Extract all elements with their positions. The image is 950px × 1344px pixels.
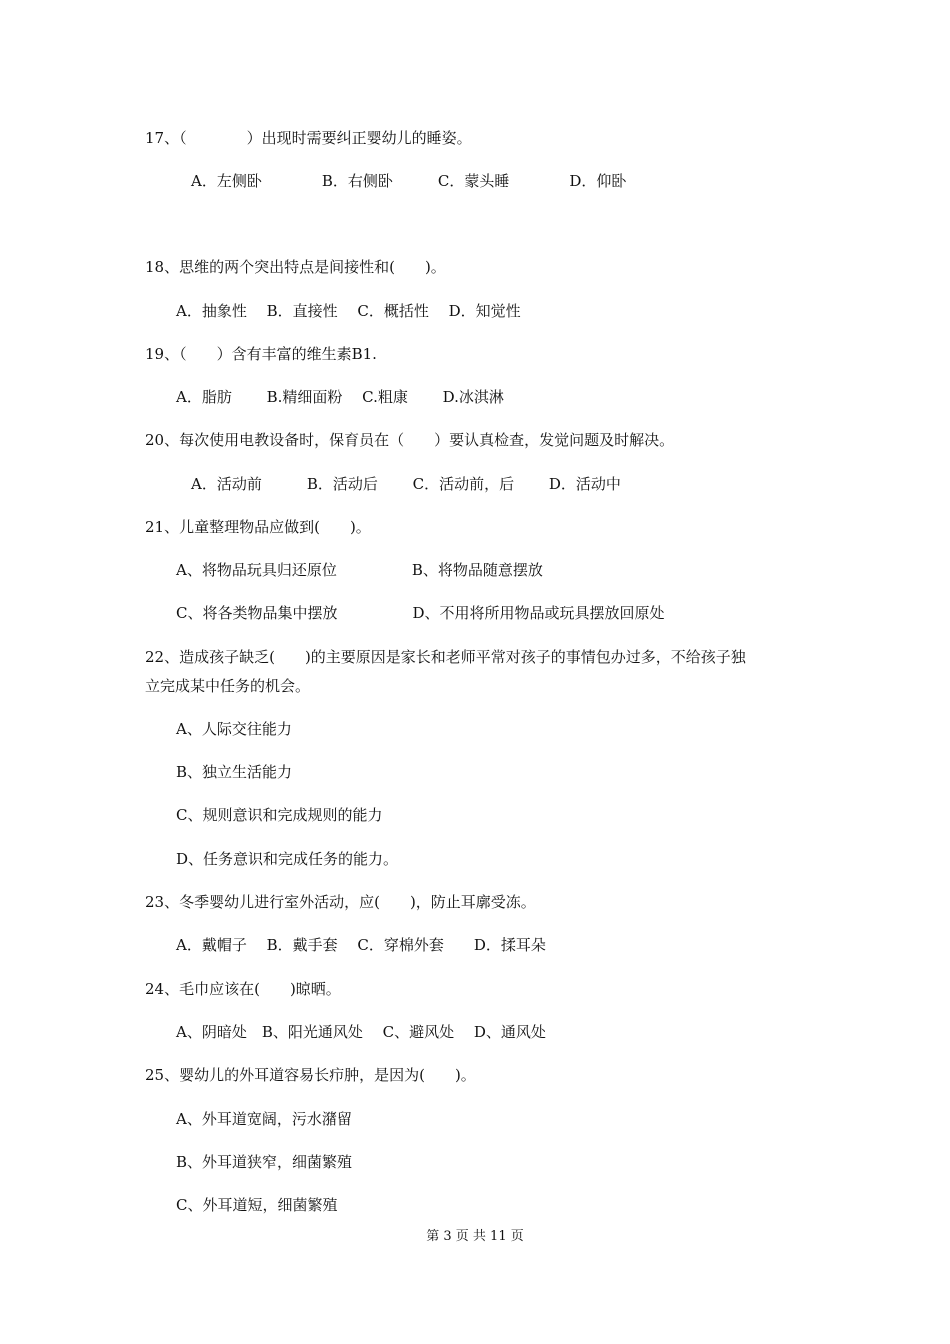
question-22-option-b: B、独立生活能力 (176, 763, 293, 781)
question-19: 19、（ ）含有丰富的维生素B1. (145, 345, 377, 363)
page-footer: 第 3 页 共 11 页 (426, 1229, 524, 1244)
question-22-option-d: D、任务意识和完成任务的能力。 (176, 850, 399, 868)
question-24-options: A、阴暗处 B、阳光通风处 C、避风处 D、通风处 (176, 1023, 546, 1041)
question-22-option-c: C、规则意识和完成规则的能力 (176, 806, 383, 824)
question-25-option-b: B、外耳道狭窄，细菌繁殖 (176, 1153, 353, 1171)
question-20-options: A．活动前 B．活动后 C．活动前，后 D．活动中 (176, 475, 621, 493)
question-22-option-a: A、人际交往能力 (176, 720, 292, 738)
question-23-options: A．戴帽子 B．戴手套 C．穿棉外套 D．揉耳朵 (176, 936, 546, 954)
question-23: 23、冬季婴幼儿进行室外活动，应( )，防止耳廓受冻。 (145, 893, 536, 911)
question-24: 24、毛巾应该在( )晾晒。 (145, 980, 341, 998)
question-22-continuation: 立完成某中任务的机会。 (145, 677, 311, 695)
question-18-options: A．抽象性 B．直接性 C．概括性 D．知觉性 (176, 302, 521, 320)
question-21: 21、儿童整理物品应做到( )。 (145, 518, 371, 536)
question-21-options-row-1: A、将物品玩具归还原位 B、将物品随意摆放 (176, 561, 543, 579)
question-25: 25、婴幼儿的外耳道容易长疖肿，是因为( )。 (145, 1066, 476, 1084)
question-17: 17、（ ）出现时需要纠正婴幼儿的睡姿。 (145, 129, 472, 147)
question-17-options: A．左侧卧 B．右侧卧 C．蒙头睡 D．仰卧 (176, 172, 627, 190)
question-22: 22、造成孩子缺乏( )的主要原因是家长和老师平常对孩子的事情包办过多，不给孩子独 (145, 648, 746, 666)
question-25-option-c: C、外耳道短，细菌繁殖 (176, 1196, 338, 1214)
question-19-options: A．脂肪 B.精细面粉 C.粗康 D.冰淇淋 (176, 388, 504, 406)
question-18: 18、思维的两个突出特点是间接性和( )。 (145, 258, 446, 276)
question-21-options-row-2: C、将各类物品集中摆放 D、不用将所用物品或玩具摆放回原处 (176, 604, 665, 622)
question-20: 20、每次使用电教设备时，保育员在（ ）要认真检查，发觉问题及时解决。 (145, 431, 675, 449)
question-25-option-a: A、外耳道宽阔，污水潴留 (176, 1110, 352, 1128)
